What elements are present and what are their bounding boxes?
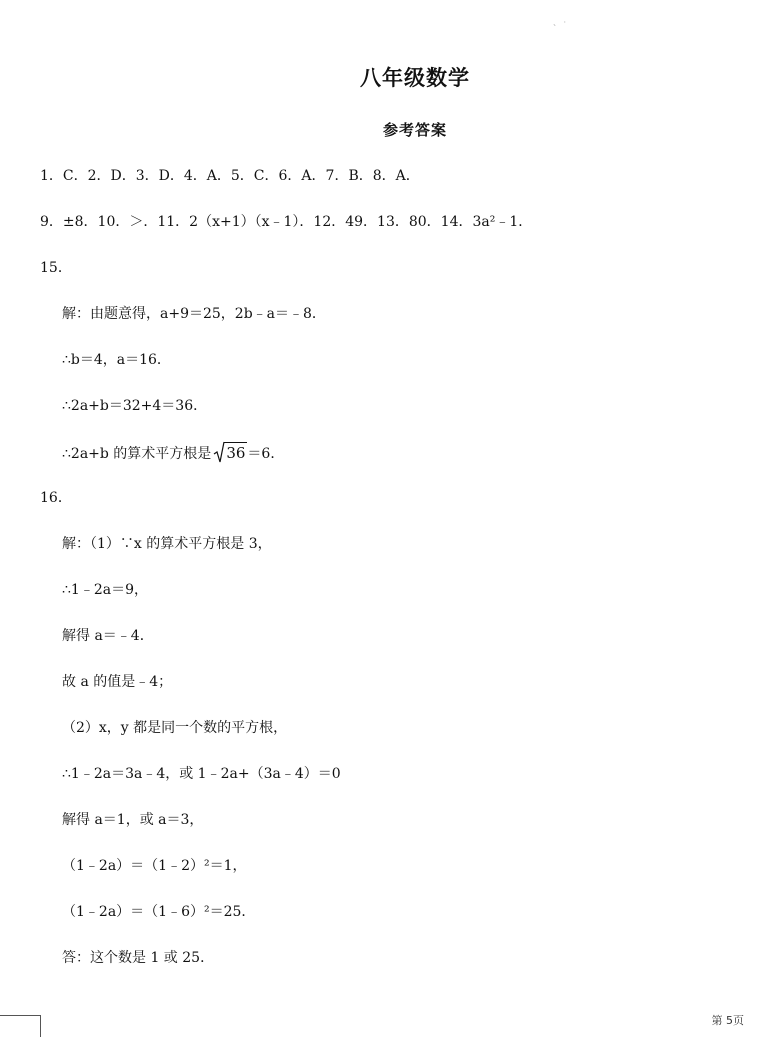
question-15-label: 15．: [40, 260, 72, 276]
q15-step-2: ∴b＝4，a＝16．: [62, 352, 171, 368]
answer-line-9-14: 9．±8．10．＞．11．2（x+1）（x﹣1）．12．49．13．80．14．3a²﹣1．: [40, 214, 533, 230]
scan-marks: 、 ·: [553, 18, 567, 27]
q15-step-3: ∴2a+b＝32+4＝36．: [62, 398, 208, 414]
q16-step-9: （1﹣2a）＝（1﹣6）²＝25．: [62, 904, 256, 920]
q16-step-4: 故 a 的值是﹣4；: [62, 674, 173, 690]
q16-step-2: ∴1﹣2a＝9，: [62, 582, 148, 598]
question-16-label: 16．: [40, 490, 72, 506]
q16-step-8: （1﹣2a）＝（1﹣2）²＝1，: [62, 858, 247, 874]
q16-step-5: （2）x，y 都是同一个数的平方根，: [62, 720, 288, 736]
page-title: 八年级数学: [360, 66, 470, 90]
q15-step-1: 解：由题意得，a+9＝25，2b﹣a＝﹣8．: [62, 306, 326, 322]
q15-step-4: [62, 442, 284, 464]
q16-step-3: 解得 a＝﹣4．: [62, 628, 154, 644]
q15-step-4-text: ∴2a+b 的算术平方根是: [62, 446, 212, 462]
sqrt-radicand: 36: [226, 444, 246, 462]
answer-line-1-8: 1．C．2．D．3．D．4．A．5．C．6．A．7．B．8．A．: [40, 168, 420, 184]
page-corner-mark: [0, 1015, 41, 1037]
page-number: 第 5页: [711, 1014, 744, 1027]
q16-step-6: ∴1﹣2a＝3a﹣4，或 1﹣2a+（3a﹣4）＝0: [62, 766, 341, 782]
q16-step-7: 解得 a＝1，或 a＝3，: [62, 812, 204, 828]
page-subtitle: 参考答案: [382, 121, 447, 139]
q16-answer: 答：这个数是 1 或 25．: [62, 950, 215, 966]
q16-step-1: 解：（1）∵x 的算术平方根是 3，: [62, 536, 272, 552]
q15-step-4-result: ＝6．: [247, 446, 285, 462]
square-root-symbol: [213, 442, 247, 464]
